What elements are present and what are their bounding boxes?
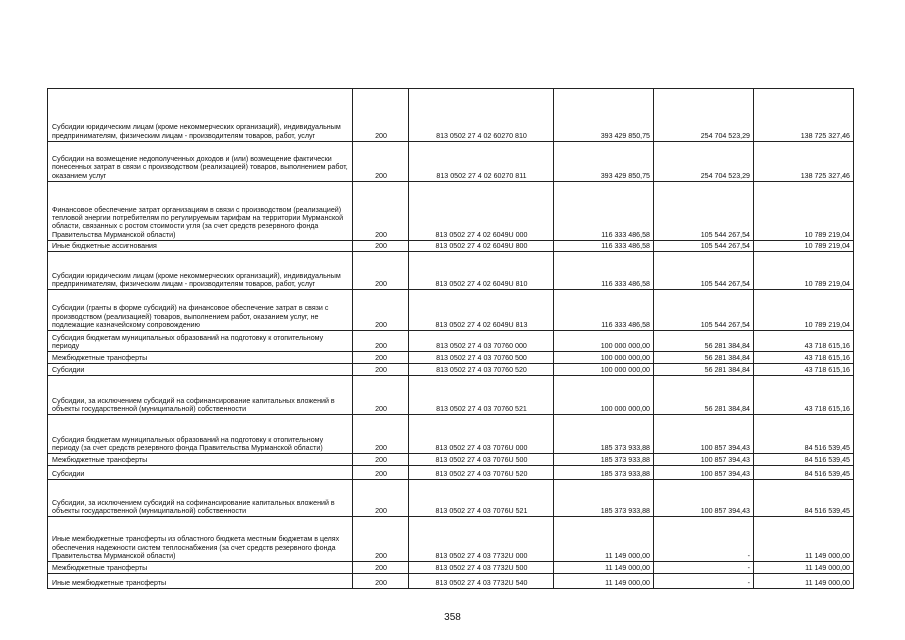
unexecuted-amount: 11 149 000,00 xyxy=(754,517,854,562)
table-row xyxy=(48,376,854,415)
row-name-cell: Субсидии на возмещение недополученных доходов и (или) возмещение фактически понесенных затрат в связи с производством (реализацией) товаров, выполнением работ, оказанием услуг xyxy=(48,142,353,182)
row-code-cell: 200 xyxy=(353,182,409,241)
row-code-cell: 200 xyxy=(353,454,409,466)
budget-classification-code: 813 0502 27 4 03 70760 000 xyxy=(409,331,554,352)
budget-classification-code: 813 0502 27 4 03 7732U 000 xyxy=(409,517,554,562)
planned-amount: 11 149 000,00 xyxy=(554,574,654,589)
executed-amount: 105 544 267,54 xyxy=(654,241,754,252)
unexecuted-amount: 43 718 615,16 xyxy=(754,364,854,376)
unexecuted-amount: 10 789 219,04 xyxy=(754,241,854,252)
row-name-cell: Субсидии, за исключением субсидий на софинансирование капитальных вложений в объекты государственной (муниципальной) собственности xyxy=(48,376,353,415)
budget-classification-code: 813 0502 27 4 02 6049U 813 xyxy=(409,290,554,331)
table-row xyxy=(48,142,854,182)
table-row xyxy=(48,454,854,466)
unexecuted-amount: 84 516 539,45 xyxy=(754,466,854,480)
planned-amount: 116 333 486,58 xyxy=(554,252,654,290)
table-row xyxy=(48,574,854,589)
row-name-cell: Субсидии юридическим лицам (кроме некоммерческих организаций), индивидуальным предпринимателям, физическим лицам - производителям товаров, работ, услуг xyxy=(48,89,353,142)
unexecuted-amount: 11 149 000,00 xyxy=(754,562,854,574)
row-name-cell: Финансовое обеспечение затрат организациям в связи с производством (реализацией) тепловой энергии потребителям по регулируемым тарифам на территории Мурманской области, связанных с ростом стоимости угля (за счет средств резервного фонда Правительства Мурманской области) xyxy=(48,182,353,241)
table-row xyxy=(48,364,854,376)
row-name-cell: Межбюджетные трансферты xyxy=(48,562,353,574)
row-name-cell: Межбюджетные трансферты xyxy=(48,454,353,466)
planned-amount: 116 333 486,58 xyxy=(554,241,654,252)
unexecuted-amount: 43 718 615,16 xyxy=(754,376,854,415)
planned-amount: 393 429 850,75 xyxy=(554,142,654,182)
unexecuted-amount: 10 789 219,04 xyxy=(754,290,854,331)
budget-classification-code: 813 0502 27 4 03 7076U 521 xyxy=(409,480,554,517)
row-name-cell: Субсидии (гранты в форме субсидий) на финансовое обеспечение затрат в связи с производством (реализацией) товаров, выполнением работ, оказанием услуг, не подлежащие казначейскому сопровождению xyxy=(48,290,353,331)
unexecuted-amount: 43 718 615,16 xyxy=(754,331,854,352)
executed-amount: - xyxy=(654,517,754,562)
row-code-cell: 200 xyxy=(353,480,409,517)
executed-amount: - xyxy=(654,574,754,589)
table-row xyxy=(48,89,854,142)
table-row xyxy=(48,466,854,480)
row-name-cell: Субсидии юридическим лицам (кроме некоммерческих организаций), индивидуальным предпринимателям, физическим лицам - производителям товаров, работ, услуг xyxy=(48,252,353,290)
budget-classification-code: 813 0502 27 4 03 7076U 000 xyxy=(409,415,554,454)
row-name-cell: Субсидии xyxy=(48,466,353,480)
unexecuted-amount: 10 789 219,04 xyxy=(754,182,854,241)
row-name-cell: Иные межбюджетные трансферты из областного бюджета местным бюджетам в целях обеспечения надежности систем теплоснабжения (за счет средств резервного фонда Правительства Мурманской области) xyxy=(48,517,353,562)
planned-amount: 100 000 000,00 xyxy=(554,364,654,376)
unexecuted-amount: 138 725 327,46 xyxy=(754,142,854,182)
executed-amount: 105 544 267,54 xyxy=(654,290,754,331)
budget-classification-code: 813 0502 27 4 03 7076U 520 xyxy=(409,466,554,480)
executed-amount: 56 281 384,84 xyxy=(654,364,754,376)
row-code-cell: 200 xyxy=(353,517,409,562)
table-row xyxy=(48,331,854,352)
row-code-cell: 200 xyxy=(353,241,409,252)
table-row xyxy=(48,352,854,364)
table-row xyxy=(48,241,854,252)
executed-amount: 100 857 394,43 xyxy=(654,454,754,466)
budget-classification-code: 813 0502 27 4 03 70760 520 xyxy=(409,364,554,376)
unexecuted-amount: 10 789 219,04 xyxy=(754,252,854,290)
executed-amount: 105 544 267,54 xyxy=(654,182,754,241)
planned-amount: 100 000 000,00 xyxy=(554,376,654,415)
row-name-cell: Межбюджетные трансферты xyxy=(48,352,353,364)
row-name-cell: Субсидии, за исключением субсидий на софинансирование капитальных вложений в объекты государственной (муниципальной) собственности xyxy=(48,480,353,517)
page-number: 358 xyxy=(444,612,461,623)
table-row xyxy=(48,252,854,290)
executed-amount: 100 857 394,43 xyxy=(654,466,754,480)
planned-amount: 100 000 000,00 xyxy=(554,352,654,364)
row-code-cell: 200 xyxy=(353,252,409,290)
planned-amount: 185 373 933,88 xyxy=(554,454,654,466)
executed-amount: 254 704 523,29 xyxy=(654,142,754,182)
planned-amount: 116 333 486,58 xyxy=(554,290,654,331)
budget-classification-code: 813 0502 27 4 03 70760 521 xyxy=(409,376,554,415)
budget-classification-code: 813 0502 27 4 02 60270 811 xyxy=(409,142,554,182)
table-row xyxy=(48,182,854,241)
row-code-cell: 200 xyxy=(353,142,409,182)
budget-classification-code: 813 0502 27 4 02 60270 810 xyxy=(409,89,554,142)
row-code-cell: 200 xyxy=(353,331,409,352)
executed-amount: 105 544 267,54 xyxy=(654,252,754,290)
planned-amount: 11 149 000,00 xyxy=(554,517,654,562)
table-row xyxy=(48,562,854,574)
budget-execution-table xyxy=(47,88,854,589)
table-body xyxy=(48,89,854,589)
budget-classification-code: 813 0502 27 4 02 6049U 810 xyxy=(409,252,554,290)
budget-classification-code: 813 0502 27 4 02 6049U 000 xyxy=(409,182,554,241)
budget-classification-code: 813 0502 27 4 02 6049U 800 xyxy=(409,241,554,252)
row-name-cell: Субсидия бюджетам муниципальных образований на подготовку к отопительному периоду xyxy=(48,331,353,352)
row-code-cell: 200 xyxy=(353,574,409,589)
planned-amount: 185 373 933,88 xyxy=(554,466,654,480)
planned-amount: 116 333 486,58 xyxy=(554,182,654,241)
row-name-cell: Субсидии xyxy=(48,364,353,376)
unexecuted-amount: 84 516 539,45 xyxy=(754,415,854,454)
executed-amount: 100 857 394,43 xyxy=(654,480,754,517)
planned-amount: 185 373 933,88 xyxy=(554,415,654,454)
table-row xyxy=(48,415,854,454)
executed-amount: 56 281 384,84 xyxy=(654,352,754,364)
table-row xyxy=(48,290,854,331)
planned-amount: 100 000 000,00 xyxy=(554,331,654,352)
row-code-cell: 200 xyxy=(353,376,409,415)
unexecuted-amount: 84 516 539,45 xyxy=(754,454,854,466)
planned-amount: 11 149 000,00 xyxy=(554,562,654,574)
row-code-cell: 200 xyxy=(353,415,409,454)
row-name-cell: Субсидия бюджетам муниципальных образований на подготовку к отопительному периоду (за счет средств резервного фонда Правительства Мурманской области) xyxy=(48,415,353,454)
planned-amount: 393 429 850,75 xyxy=(554,89,654,142)
row-code-cell: 200 xyxy=(353,364,409,376)
budget-classification-code: 813 0502 27 4 03 70760 500 xyxy=(409,352,554,364)
row-name-cell: Иные межбюджетные трансферты xyxy=(48,574,353,589)
row-code-cell: 200 xyxy=(353,562,409,574)
budget-classification-code: 813 0502 27 4 03 7732U 500 xyxy=(409,562,554,574)
unexecuted-amount: 84 516 539,45 xyxy=(754,480,854,517)
row-name-cell: Иные бюджетные ассигнования xyxy=(48,241,353,252)
row-code-cell: 200 xyxy=(353,89,409,142)
row-code-cell: 200 xyxy=(353,352,409,364)
executed-amount: 56 281 384,84 xyxy=(654,331,754,352)
executed-amount: 254 704 523,29 xyxy=(654,89,754,142)
unexecuted-amount: 43 718 615,16 xyxy=(754,352,854,364)
table-row xyxy=(48,480,854,517)
unexecuted-amount: 11 149 000,00 xyxy=(754,574,854,589)
unexecuted-amount: 138 725 327,46 xyxy=(754,89,854,142)
executed-amount: 100 857 394,43 xyxy=(654,415,754,454)
budget-classification-code: 813 0502 27 4 03 7076U 500 xyxy=(409,454,554,466)
executed-amount: 56 281 384,84 xyxy=(654,376,754,415)
planned-amount: 185 373 933,88 xyxy=(554,480,654,517)
executed-amount: - xyxy=(654,562,754,574)
row-code-cell: 200 xyxy=(353,466,409,480)
row-code-cell: 200 xyxy=(353,290,409,331)
table-row xyxy=(48,517,854,562)
budget-classification-code: 813 0502 27 4 03 7732U 540 xyxy=(409,574,554,589)
